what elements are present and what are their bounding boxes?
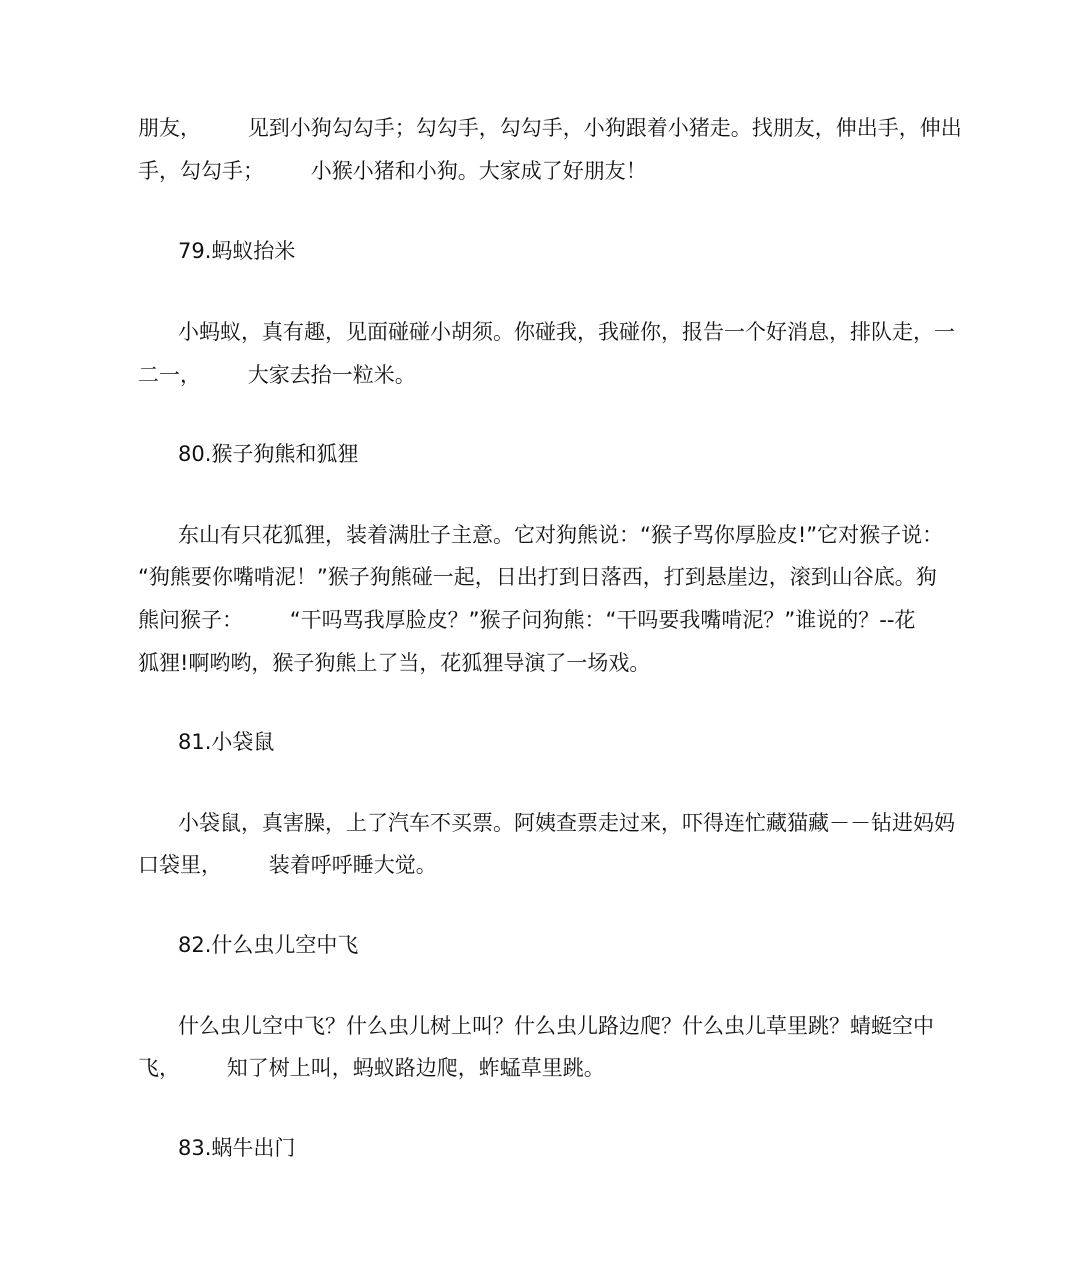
paragraph-line: 熊问猴子： “干吗骂我厚脸皮？”猴子问狗熊：“干吗要我嘴啃泥？”谁说的？--花 [138, 608, 916, 632]
paragraph-line: 什么虫儿空中飞？什么虫儿树上叫？什么虫儿路边爬？什么虫儿草里跳？蜻蜓空中 [178, 1014, 934, 1038]
paragraph-line: “狗熊要你嘴啃泥！”猴子狗熊碰一起，日出打到日落西，打到悬崖边，滚到山谷底。狗 [138, 565, 937, 589]
paragraph-line: 狐狸!啊哟哟，猴子狗熊上了当，花狐狸导演了一场戏。 [138, 651, 651, 675]
paragraph-line: 口袋里， 装着呼呼睡大觉。 [138, 853, 437, 877]
section-title: 80.猴子狗熊和狐狸 [178, 442, 359, 466]
paragraph-line: 东山有只花狐狸，装着满肚子主意。它对狗熊说：“猴子骂你厚脸皮!”它对猴子说： [178, 523, 944, 547]
section-title: 83.蜗牛出门 [178, 1136, 296, 1160]
section-title: 79.蚂蚁抬米 [178, 239, 296, 263]
paragraph-line: 二一， 大家去抬一粒米。 [138, 363, 416, 387]
paragraph-line: 手，勾勾手； 小猴小猪和小狗。大家成了好朋友！ [138, 159, 647, 183]
paragraph-line: 朋友， 见到小狗勾勾手；勾勾手，勾勾手，小狗跟着小猪走。找朋友，伸出手，伸出 [138, 116, 962, 140]
paragraph-line: 小蚂蚁，真有趣，见面碰碰小胡须。你碰我，我碰你，报告一个好消息，排队走，一 [178, 320, 955, 344]
paragraph-line: 小袋鼠，真害臊，上了汽车不买票。阿姨查票走过来，吓得连忙藏猫藏－－钻进妈妈 [178, 811, 955, 835]
paragraph-line: 飞， 知了树上叫，蚂蚁路边爬，蚱蜢草里跳。 [138, 1056, 605, 1080]
section-title: 81.小袋鼠 [178, 730, 275, 754]
section-title: 82.什么虫儿空中飞 [178, 933, 359, 957]
